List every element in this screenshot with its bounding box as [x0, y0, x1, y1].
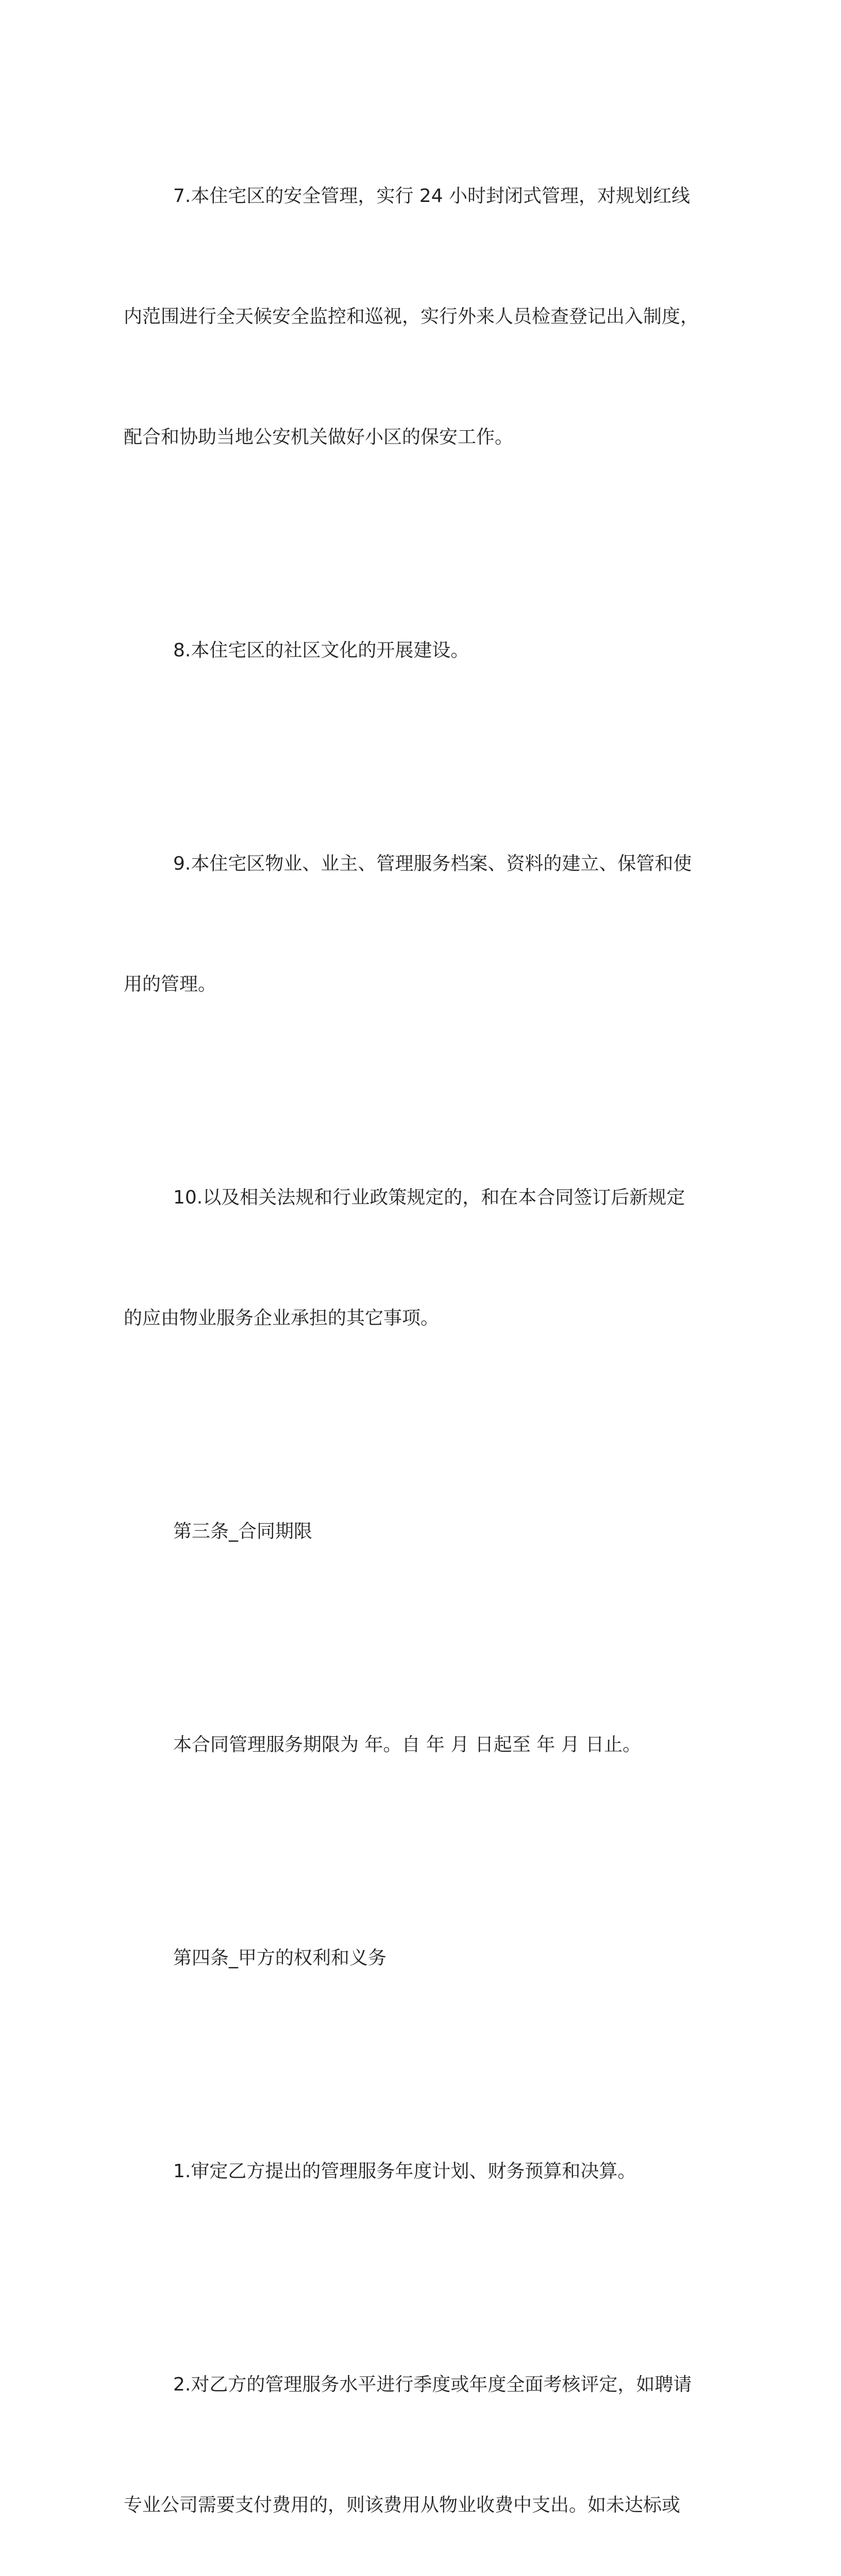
article-4-heading: [124, 1858, 716, 2059]
document-page: [124, 96, 716, 2576]
text-line: 第三条_合同期限: [173, 1521, 313, 1542]
text-line: 1.审定乙方提出的管理服务年度计划、财务预算和决算。: [173, 2161, 636, 2182]
text-line: 9.本住宅区物业、业主、管理服务档案、资料的建立、保管和使: [173, 853, 692, 874]
clause-paragraph-7: [124, 96, 716, 538]
text-line: 2.对乙方的管理服务水平进行季度或年度全面考核评定，如聘请: [173, 2374, 692, 2395]
text-line: 配合和协助当地公安机关做好小区的保安工作。: [124, 427, 514, 448]
contract-term-paragraph: [124, 1645, 716, 1845]
text-line: 用的管理。: [124, 974, 217, 995]
clause-paragraph-10: [124, 1097, 716, 1419]
text-line: 内范围进行全天候安全监控和巡视，实行外来人员检查登记出入制度，: [124, 306, 699, 327]
text-line: 的应由物业服务企业承担的其它事项。: [124, 1308, 440, 1329]
text-line: 本合同管理服务期限为 年。自 年 月 日起至 年 月 日止。: [173, 1734, 642, 1755]
text-line: 8.本住宅区的社区文化的开展建设。: [173, 640, 469, 661]
article-3-heading: [124, 1431, 716, 1632]
clause-paragraph-8: [124, 550, 716, 751]
text-line: 10.以及相关法规和行业政策规定的，和在本合同签订后新规定: [173, 1187, 685, 1208]
clause-paragraph-9: [124, 764, 716, 1085]
text-line: 第四条_甲方的权利和义务: [173, 1947, 387, 1969]
text-line: 7.本住宅区的安全管理，实行 24 小时封闭式管理，对规划红线: [173, 185, 691, 207]
party-a-item-2: [124, 2284, 716, 2576]
text-line: 专业公司需要支付费用的，则该费用从物业收费中支出。如未达标或: [124, 2495, 681, 2516]
party-a-item-1: [124, 2071, 716, 2272]
